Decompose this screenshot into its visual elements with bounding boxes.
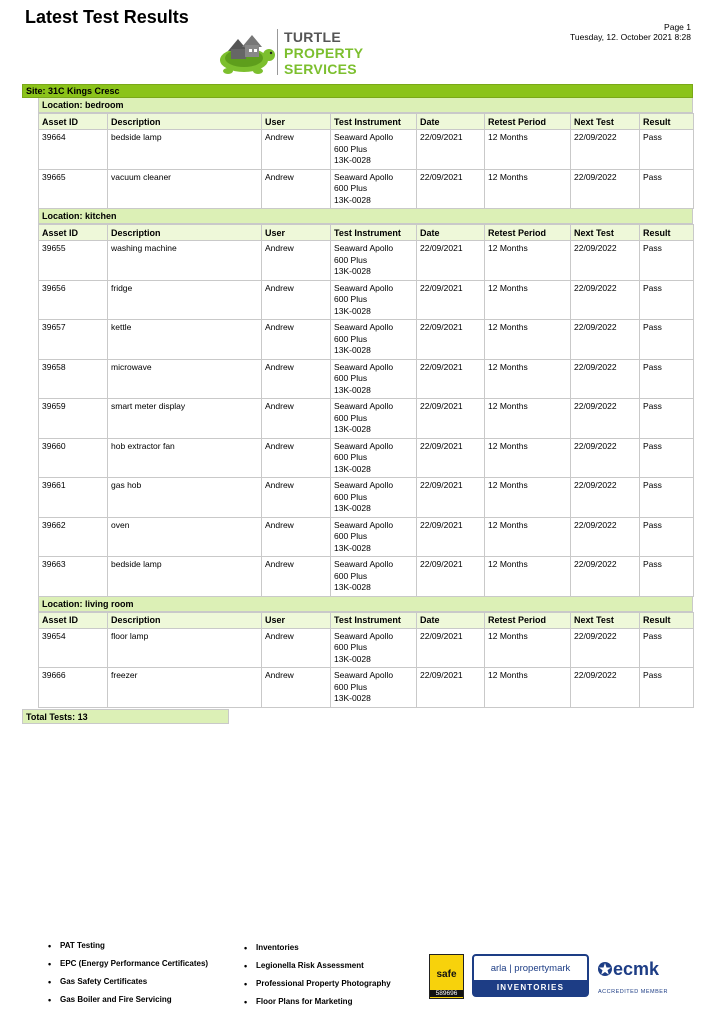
result-cell: Pass [640,399,694,439]
table-row [39,438,694,478]
asset-id-cell: 39663 [39,557,108,597]
user-cell: Andrew [262,241,331,281]
user-cell: Andrew [262,280,331,320]
instrument-line: 600 Plus [334,373,368,383]
table-header-row [39,612,694,628]
next-test-cell: 22/09/2022 [571,130,640,170]
user-cell: Andrew [262,169,331,209]
arla-name: arla | propertymark [490,963,571,974]
retest-period-cell: 12 Months [485,517,571,557]
instrument-cell [331,169,417,209]
description-cell: floor lamp [108,628,262,668]
services-list-right [244,942,391,1014]
column-header: Test Instrument [331,114,417,130]
description-cell: bedside lamp [108,130,262,170]
date-cell: 22/09/2021 [417,557,485,597]
site-header: Site: 31C Kings Cresc [22,84,693,98]
asset-id-cell: 39665 [39,169,108,209]
description-cell: washing machine [108,241,262,281]
date-cell: 22/09/2021 [417,130,485,170]
retest-period-cell: 12 Months [485,169,571,209]
next-test-cell: 22/09/2022 [571,320,640,360]
column-header: Date [417,114,485,130]
instrument-cell [331,557,417,597]
user-cell: Andrew [262,557,331,597]
user-cell: Andrew [262,130,331,170]
instrument-line: 13K-0028 [334,155,371,165]
ecmk-logo [597,957,667,999]
next-test-cell: 22/09/2022 [571,438,640,478]
asset-id-cell: 39657 [39,320,108,360]
logo-divider [277,29,278,75]
date-cell: 22/09/2021 [417,478,485,518]
retest-period-cell: 12 Months [485,628,571,668]
arla-propertymark-logo [472,954,589,997]
column-header: User [262,612,331,628]
description-cell: smart meter display [108,399,262,439]
instrument-line: 600 Plus [334,183,368,193]
description-cell: bedside lamp [108,557,262,597]
table-row [39,628,694,668]
user-cell: Andrew [262,478,331,518]
result-cell: Pass [640,320,694,360]
logo-line-1: TURTLE [284,29,342,45]
retest-period-cell: 12 Months [485,320,571,360]
column-header: Next Test [571,114,640,130]
column-header: Result [640,114,694,130]
asset-id-cell: 39661 [39,478,108,518]
retest-period-cell: 12 Months [485,241,571,281]
instrument-line: Seaward Apollo [334,282,394,293]
user-cell: Andrew [262,668,331,708]
instrument-cell [331,280,417,320]
date-cell: 22/09/2021 [417,399,485,439]
table-row [39,130,694,170]
table-row [39,517,694,557]
column-header: User [262,114,331,130]
retest-period-cell: 12 Months [485,557,571,597]
date-cell: 22/09/2021 [417,628,485,668]
instrument-line: 600 Plus [334,491,368,502]
asset-id-cell: 39664 [39,130,108,170]
instrument-line: 13K-0028 [334,503,371,513]
table-row [39,169,694,209]
result-cell: Pass [640,557,694,597]
service-item: • Inventories [244,942,391,960]
instrument-line: 13K-0028 [334,384,371,395]
instrument-line: 600 Plus [334,642,368,652]
instrument-line: Seaward Apollo [334,171,394,182]
column-header: Asset ID [39,225,108,241]
turtle-logo-icon [214,27,276,77]
asset-id-cell: 39658 [39,359,108,399]
table-row [39,359,694,399]
result-cell: Pass [640,478,694,518]
date-cell: 22/09/2021 [417,438,485,478]
table-header-row [39,114,694,130]
instrument-cell [331,359,417,399]
column-header: Date [417,225,485,241]
user-cell: Andrew [262,359,331,399]
instrument-line: Seaward Apollo [334,322,394,332]
result-cell: Pass [640,130,694,170]
description-cell: freezer [108,668,262,708]
service-item: • PAT Testing [48,940,208,958]
result-cell: Pass [640,517,694,557]
table-row [39,478,694,518]
retest-period-cell: 12 Months [485,130,571,170]
logo-wordmark [284,29,363,77]
result-cell: Pass [640,280,694,320]
instrument-line: Seaward Apollo [334,559,394,569]
column-header: Asset ID [39,114,108,130]
result-cell: Pass [640,668,694,708]
column-header: Description [108,612,262,628]
next-test-cell: 22/09/2022 [571,280,640,320]
column-header: Retest Period [485,612,571,628]
column-header: Next Test [571,225,640,241]
instrument-line: 600 Plus [334,531,368,541]
page-info [570,22,691,42]
instrument-line: Seaward Apollo [334,132,394,142]
column-header: Description [108,114,262,130]
instrument-line: 600 Plus [334,412,368,423]
user-cell: Andrew [262,628,331,668]
description-cell: vacuum cleaner [108,169,262,209]
service-item: • Gas Safety Certificates [48,976,208,994]
instrument-line: 13K-0028 [334,693,371,703]
table-row [39,280,694,320]
results-table [38,113,694,209]
gas-safe-logo [429,954,464,999]
date-cell: 22/09/2021 [417,320,485,360]
user-cell: Andrew [262,399,331,439]
next-test-cell: 22/09/2022 [571,517,640,557]
user-cell: Andrew [262,438,331,478]
location-header: Location: living room [38,597,693,612]
instrument-line: 13K-0028 [334,424,371,434]
next-test-cell: 22/09/2022 [571,169,640,209]
service-item: • Professional Property Photography [244,978,391,996]
next-test-cell: 22/09/2022 [571,478,640,518]
total-tests: Total Tests: 13 [22,709,229,724]
instrument-line: Seaward Apollo [334,670,394,680]
next-test-cell: 22/09/2022 [571,628,640,668]
retest-period-cell: 12 Months [485,668,571,708]
column-header: Test Instrument [331,225,417,241]
retest-period-cell: 12 Months [485,280,571,320]
test-results-report [22,84,693,724]
location-block [38,597,693,708]
ecmk-name: ecmk [613,959,660,979]
logo-line-3: SERVICES [284,61,357,77]
next-test-cell: 22/09/2022 [571,399,640,439]
result-cell: Pass [640,438,694,478]
column-header: Retest Period [485,225,571,241]
retest-period-cell: 12 Months [485,399,571,439]
column-header: Retest Period [485,114,571,130]
instrument-cell [331,320,417,360]
instrument-line: 600 Plus [334,570,368,581]
column-header: Test Instrument [331,612,417,628]
table-row [39,241,694,281]
description-cell: oven [108,517,262,557]
instrument-line: 600 Plus [334,143,368,154]
asset-id-cell: 39655 [39,241,108,281]
table-row [39,320,694,360]
column-header: Description [108,225,262,241]
retest-period-cell: 12 Months [485,359,571,399]
results-table [38,224,694,597]
date-cell: 22/09/2021 [417,241,485,281]
instrument-line: 13K-0028 [334,305,371,316]
instrument-line: 13K-0028 [334,345,371,355]
next-test-cell: 22/09/2022 [571,668,640,708]
instrument-line: Seaward Apollo [334,401,394,411]
description-cell: microwave [108,359,262,399]
report-datetime: Tuesday, 12. October 2021 8:28 [570,32,691,42]
result-cell: Pass [640,359,694,399]
asset-id-cell: 39666 [39,668,108,708]
column-header: Result [640,225,694,241]
instrument-line: Seaward Apollo [334,630,394,641]
date-cell: 22/09/2021 [417,668,485,708]
user-cell: Andrew [262,517,331,557]
date-cell: 22/09/2021 [417,359,485,399]
instrument-line: Seaward Apollo [334,519,394,530]
instrument-cell [331,668,417,708]
instrument-line: Seaward Apollo [334,480,394,490]
next-test-cell: 22/09/2022 [571,241,640,281]
instrument-cell [331,438,417,478]
gas-safe-text: safe [436,969,457,980]
ecmk-tagline: ACCREDITED MEMBER [598,989,668,995]
location-block [38,98,693,209]
asset-id-cell: 39656 [39,280,108,320]
table-row [39,668,694,708]
result-cell: Pass [640,241,694,281]
instrument-line: 600 Plus [334,254,368,265]
arla-inventories: INVENTORIES [474,980,587,995]
user-cell: Andrew [262,320,331,360]
description-cell: gas hob [108,478,262,518]
instrument-line: 600 Plus [334,294,368,304]
instrument-line: 13K-0028 [334,266,371,276]
column-header: Date [417,612,485,628]
instrument-cell [331,628,417,668]
instrument-line: 13K-0028 [334,463,371,474]
service-item: • Legionella Risk Assessment [244,960,391,978]
instrument-cell [331,130,417,170]
ecmk-star-icon [597,961,613,977]
table-row [39,399,694,439]
asset-id-cell: 39660 [39,438,108,478]
description-cell: hob extractor fan [108,438,262,478]
service-item: • Gas Boiler and Fire Servicing [48,994,208,1012]
column-header: Next Test [571,612,640,628]
instrument-line: 13K-0028 [334,194,371,205]
location-block [38,209,693,597]
asset-id-cell: 39659 [39,399,108,439]
instrument-cell [331,241,417,281]
footer [0,935,724,1024]
instrument-cell [331,478,417,518]
instrument-line: 600 Plus [334,333,368,344]
description-cell: kettle [108,320,262,360]
asset-id-cell: 39654 [39,628,108,668]
services-list-left [48,940,208,1012]
service-item: • Floor Plans for Marketing [244,996,391,1014]
instrument-line: 13K-0028 [334,542,371,553]
company-logo [214,27,384,79]
next-test-cell: 22/09/2022 [571,359,640,399]
instrument-line: 600 Plus [334,681,368,692]
date-cell: 22/09/2021 [417,280,485,320]
gas-safe-number: 589696 [430,990,463,997]
next-test-cell: 22/09/2022 [571,557,640,597]
instrument-line: 13K-0028 [334,582,371,592]
service-item: • EPC (Energy Performance Certificates) [48,958,208,976]
result-cell: Pass [640,169,694,209]
logo-line-2: PROPERTY [284,45,364,61]
instrument-line: Seaward Apollo [334,440,394,451]
instrument-line: 13K-0028 [334,653,371,664]
location-header: Location: kitchen [38,209,693,224]
results-table [38,612,694,708]
page-number: Page 1 [664,22,691,32]
column-header: User [262,225,331,241]
location-header: Location: bedroom [38,98,693,113]
table-row [39,557,694,597]
instrument-line: Seaward Apollo [334,243,394,253]
instrument-line: Seaward Apollo [334,361,394,372]
instrument-line: 600 Plus [334,452,368,462]
result-cell: Pass [640,628,694,668]
column-header: Asset ID [39,612,108,628]
date-cell: 22/09/2021 [417,517,485,557]
table-header-row [39,225,694,241]
instrument-cell [331,399,417,439]
date-cell: 22/09/2021 [417,169,485,209]
retest-period-cell: 12 Months [485,478,571,518]
instrument-cell [331,517,417,557]
description-cell: fridge [108,280,262,320]
column-header: Result [640,612,694,628]
page-title: Latest Test Results [25,7,189,27]
retest-period-cell: 12 Months [485,438,571,478]
asset-id-cell: 39662 [39,517,108,557]
locations-container [22,98,693,708]
